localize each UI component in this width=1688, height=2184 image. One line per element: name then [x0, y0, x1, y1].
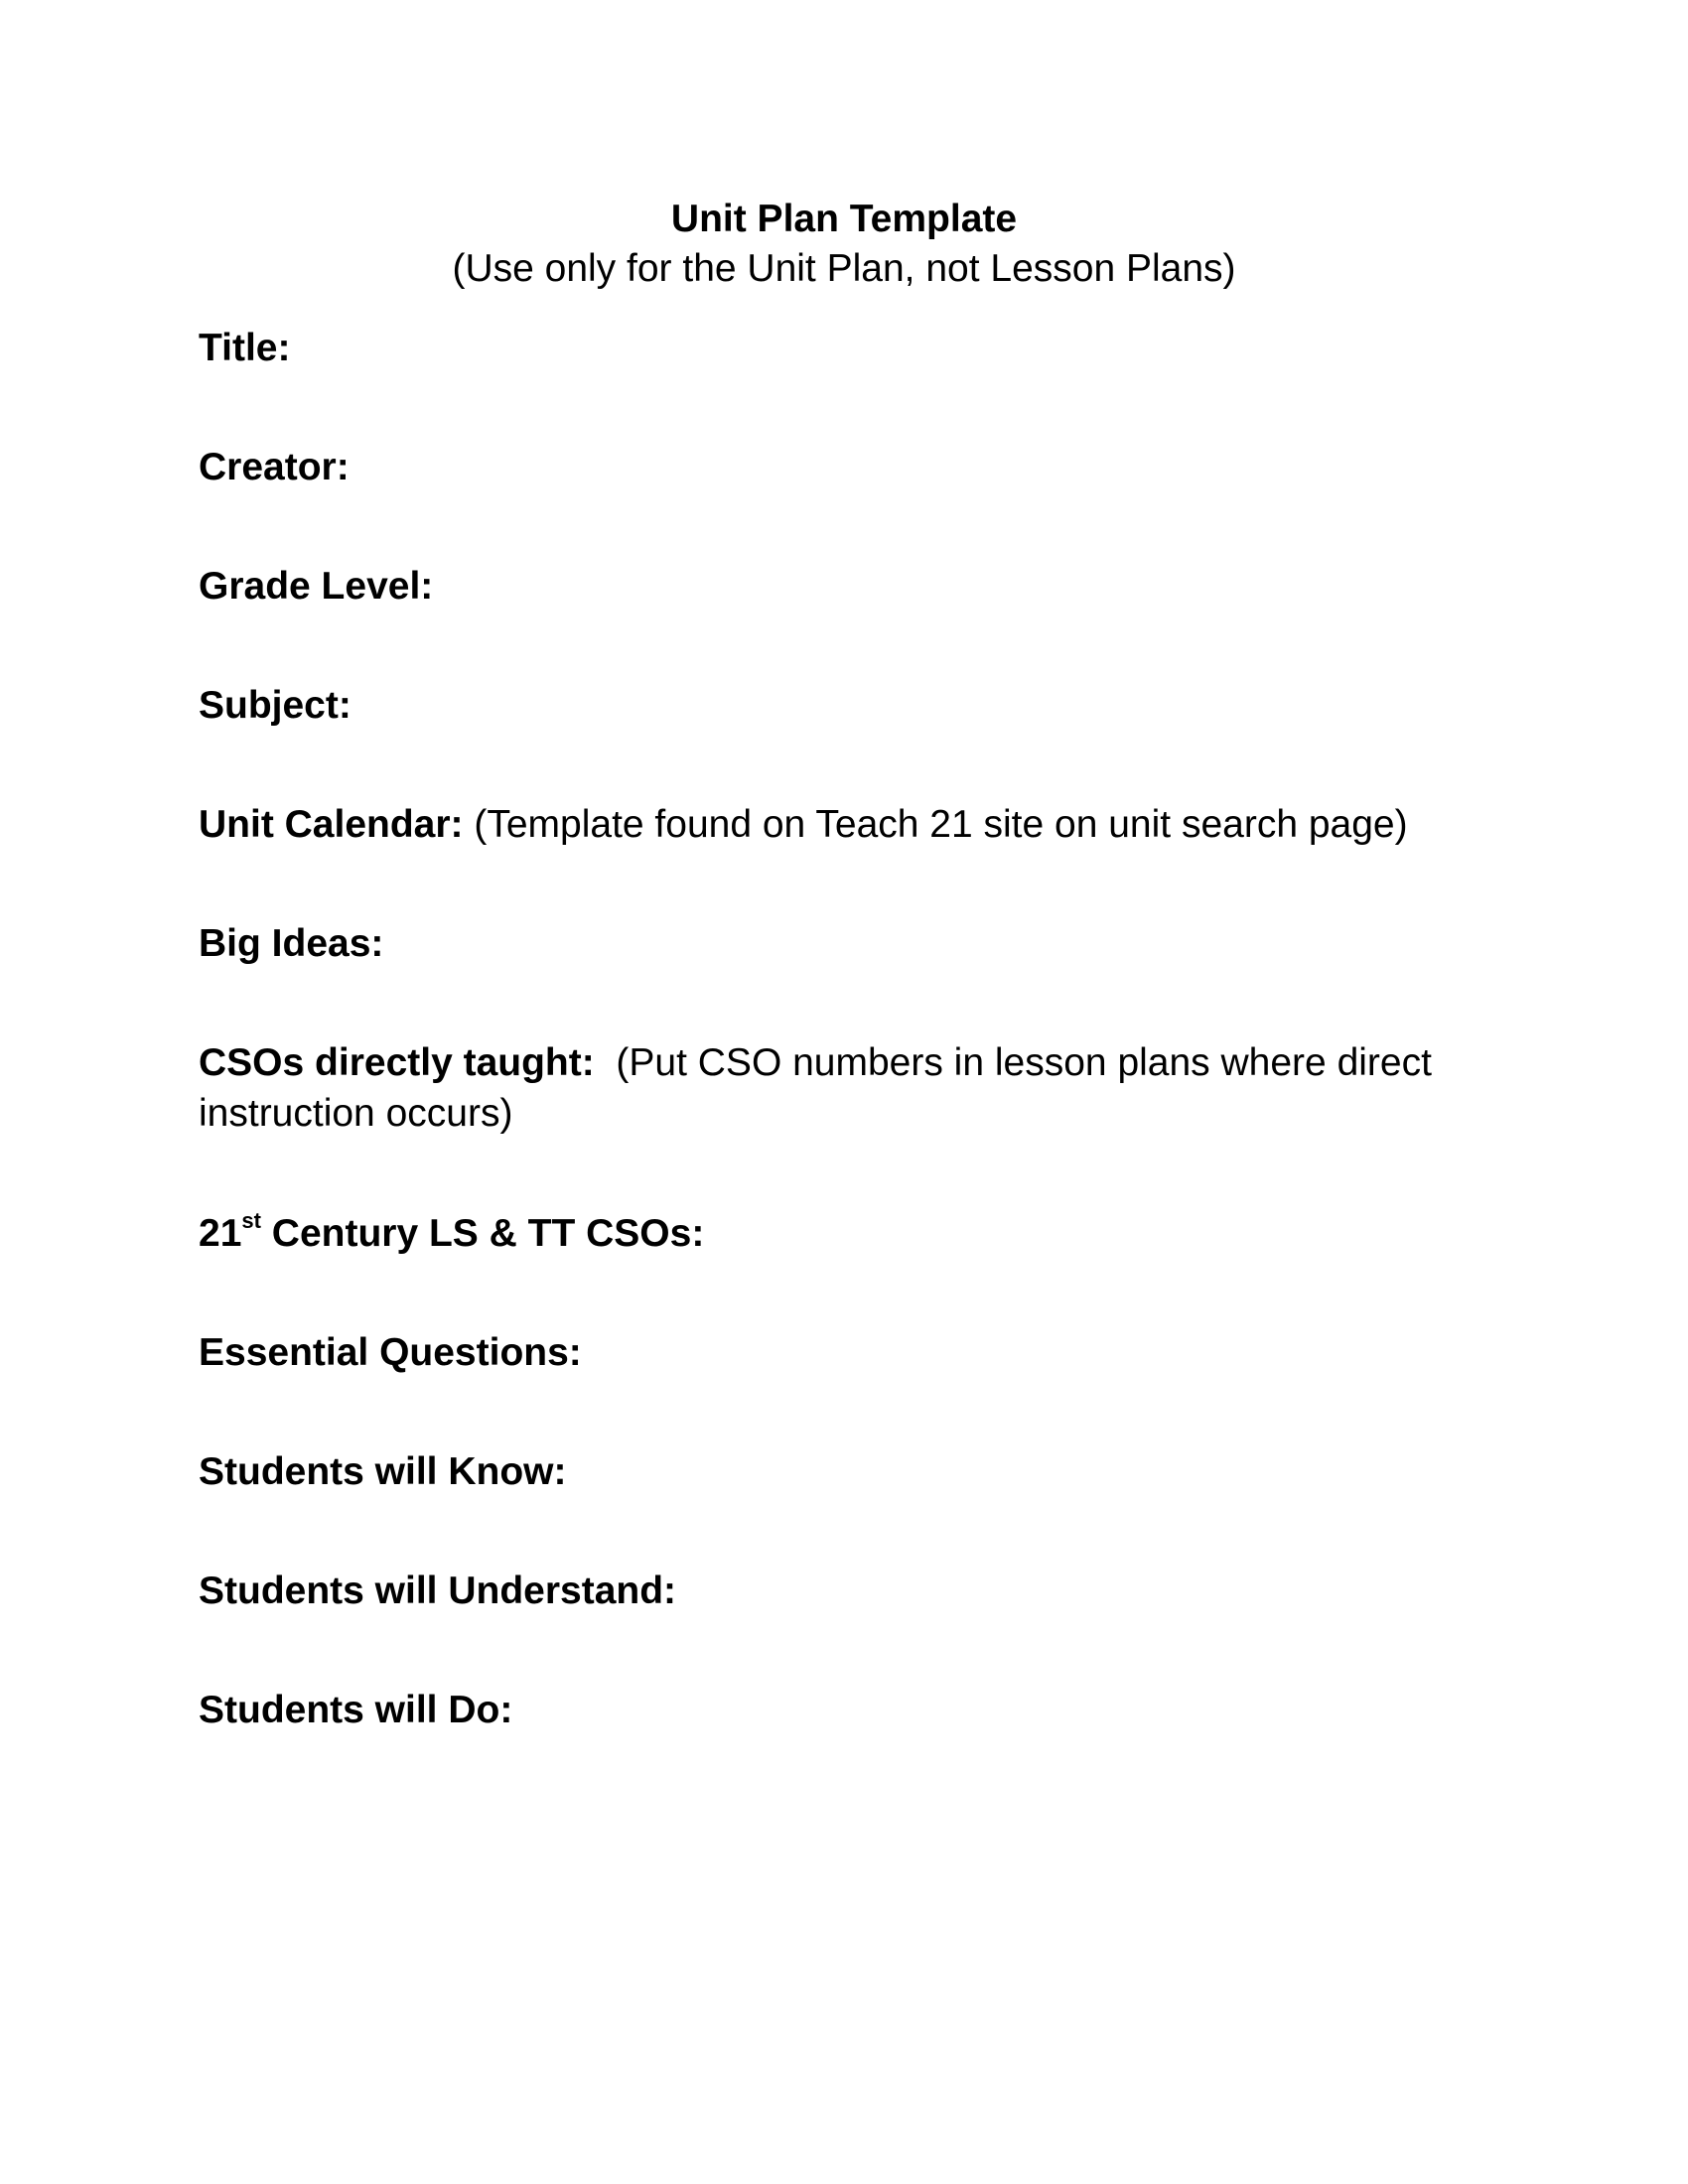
- field-students-do-label: Students will Do:: [199, 1689, 513, 1731]
- field-unit-calendar-note: (Template found on Teach 21 site on unit search page): [463, 803, 1408, 846]
- field-title: [199, 323, 1489, 373]
- field-creator: [199, 442, 1489, 492]
- field-subject-label: Subject:: [199, 684, 352, 727]
- field-unit-calendar: [199, 799, 1489, 850]
- field-big-ideas-label: Big Ideas:: [199, 922, 384, 965]
- field-students-know-label: Students will Know:: [199, 1450, 567, 1493]
- document-title: Unit Plan Template: [670, 198, 1018, 240]
- field-students-know: [199, 1446, 1489, 1497]
- field-century-csos-prefix: 21: [199, 1212, 242, 1255]
- field-essential-questions: [199, 1327, 1489, 1378]
- field-grade-level-label: Grade Level:: [199, 565, 434, 608]
- field-century-csos-suffix: Century LS & TT CSOs:: [260, 1212, 705, 1255]
- field-creator-label: Creator:: [199, 446, 350, 488]
- field-big-ideas: [199, 918, 1489, 969]
- field-unit-calendar-label: Unit Calendar:: [199, 803, 464, 846]
- field-title-label: Title:: [199, 327, 291, 369]
- field-century-csos-superscript: st: [241, 1208, 261, 1233]
- field-century-csos-label: [199, 1208, 705, 1255]
- field-students-do: [199, 1685, 1489, 1735]
- field-century-csos: [199, 1208, 1489, 1259]
- field-students-understand-label: Students will Understand:: [199, 1570, 677, 1612]
- field-csos-taught-label: CSOs directly taught:: [199, 1041, 595, 1084]
- field-csos-taught: [199, 1037, 1489, 1139]
- field-students-understand: [199, 1566, 1489, 1616]
- field-subject: [199, 680, 1489, 731]
- field-essential-questions-label: Essential Questions:: [199, 1331, 582, 1374]
- document-subtitle: (Use only for the Unit Plan, not Lesson Plans): [452, 247, 1236, 290]
- field-csos-taught-note: (Put CSO numbers in lesson plans where direct instruction occurs): [199, 1041, 1443, 1135]
- field-grade-level: [199, 561, 1489, 612]
